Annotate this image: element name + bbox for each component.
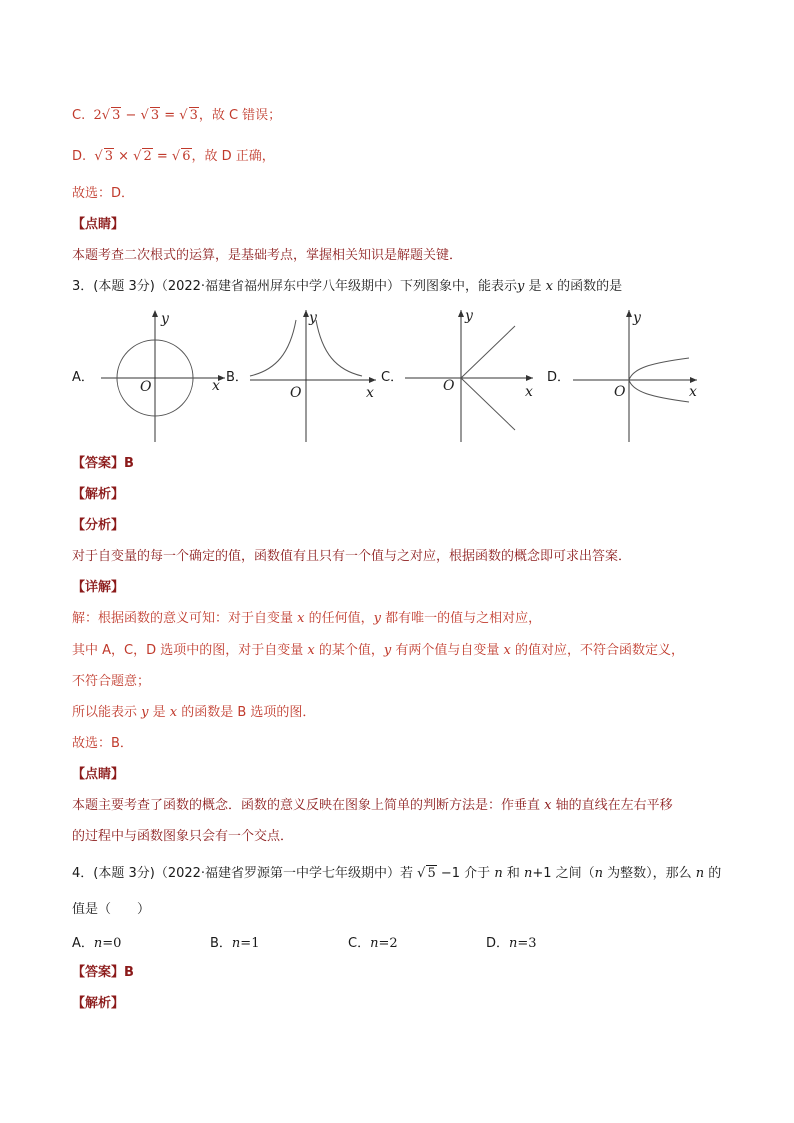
q3-dianjing-line-2: 的过程中与函数图象只会有一个交点．: [72, 829, 294, 844]
q3-dianjing-line-1: 本题主要考查了函数的概念．函数的意义反映在图象上简单的判断方法是：作垂直 x 轴的直线在左右平移: [72, 798, 673, 813]
dianjing-text-1: 本题考查二次根式的运算，是基础考点，掌握相关知识是解题关键．: [72, 248, 463, 263]
axis-x-label: x: [366, 385, 374, 401]
graph-a-circle: [95, 308, 230, 448]
graph-c-rays: [403, 308, 538, 448]
q3-jiexi-heading: 【解析】: [72, 487, 125, 502]
graph-b-hyperbola: [246, 308, 381, 448]
question-4-title: 4．(本题 3分)（2022·福建省罗源第一中学七年级期中）若 √ 5 −1 介于 n 和 n+1 之间（n 为整数），那么 n 的: [72, 866, 722, 881]
origin-label: O: [290, 385, 302, 401]
option-c-label: C．: [381, 370, 404, 385]
q4-choice-a: A．n=0: [72, 936, 122, 951]
dianjing-heading-1: 【点睛】: [72, 217, 125, 232]
origin-label: O: [140, 379, 152, 395]
option-d-label: D.: [72, 149, 87, 164]
q3-fenxi-text: 对于自变量的每一个确定的值，函数值有且只有一个值与之对应，根据函数的概念即可求出答案．: [72, 549, 632, 564]
q3-detail-line-4: 所以能表示 y 是 x 的函数是 B 选项的图．: [72, 705, 316, 720]
question-3-title: 3．(本题 3分)（2022·福建省福州屏东中学八年级期中）下列图象中，能表示y 是 x 的函数的是: [72, 279, 623, 294]
axis-x-label: x: [212, 378, 220, 394]
q4-answer: 【答案】B: [72, 965, 134, 980]
option-c-label: C.: [72, 108, 86, 123]
option-b-label: B．: [226, 370, 248, 385]
q3-answer: 【答案】B: [72, 456, 134, 471]
q3-fenxi-heading: 【分析】: [72, 518, 125, 533]
option-d-label: D．: [547, 370, 571, 385]
q4-jiexi-heading: 【解析】: [72, 996, 125, 1011]
origin-label: O: [614, 384, 626, 400]
axis-y-label: y: [633, 310, 641, 326]
origin-label: O: [443, 378, 455, 394]
q4-choice-b: B．n=1: [210, 936, 260, 951]
q4-choice-c: C．n=2: [348, 936, 398, 951]
q4-choice-d: D．n=3: [486, 936, 537, 951]
question-4-title-line-2: 值是（ ）: [72, 902, 151, 917]
q3-detail-line-2: 其中 A，C，D 选项中的图，对于自变量 x 的某个值，y 有两个值与自变量 x 的值对应，不符合函数定义，: [72, 643, 684, 658]
axis-y-label: y: [309, 310, 317, 326]
option-a-label: A．: [72, 370, 94, 385]
option-d-solution: D. √ 3 × √ 2 = √ 6，故 D 正确，: [72, 149, 275, 164]
axis-x-label: x: [525, 384, 533, 400]
axis-x-label: x: [689, 384, 697, 400]
q3-detail-line-1: 解：根据函数的意义可知：对于自变量 x 的任何值，y 都有唯一的值与之相对应，: [72, 611, 542, 626]
q3-dianjing-heading: 【点睛】: [72, 767, 125, 782]
axis-y-label: y: [161, 311, 169, 327]
graph-d-parabola: [571, 308, 706, 448]
choose-answer-d: 故选：D．: [72, 186, 135, 201]
q3-xiangjie-heading: 【详解】: [72, 580, 125, 595]
q3-detail-line-3: 不符合题意；: [72, 674, 151, 689]
option-c-solution: C. 2√ 3 − √ 3 = √ 3，故 C 错误；: [72, 108, 282, 123]
q3-choose: 故选：B．: [72, 736, 133, 751]
axis-y-label: y: [465, 308, 473, 324]
